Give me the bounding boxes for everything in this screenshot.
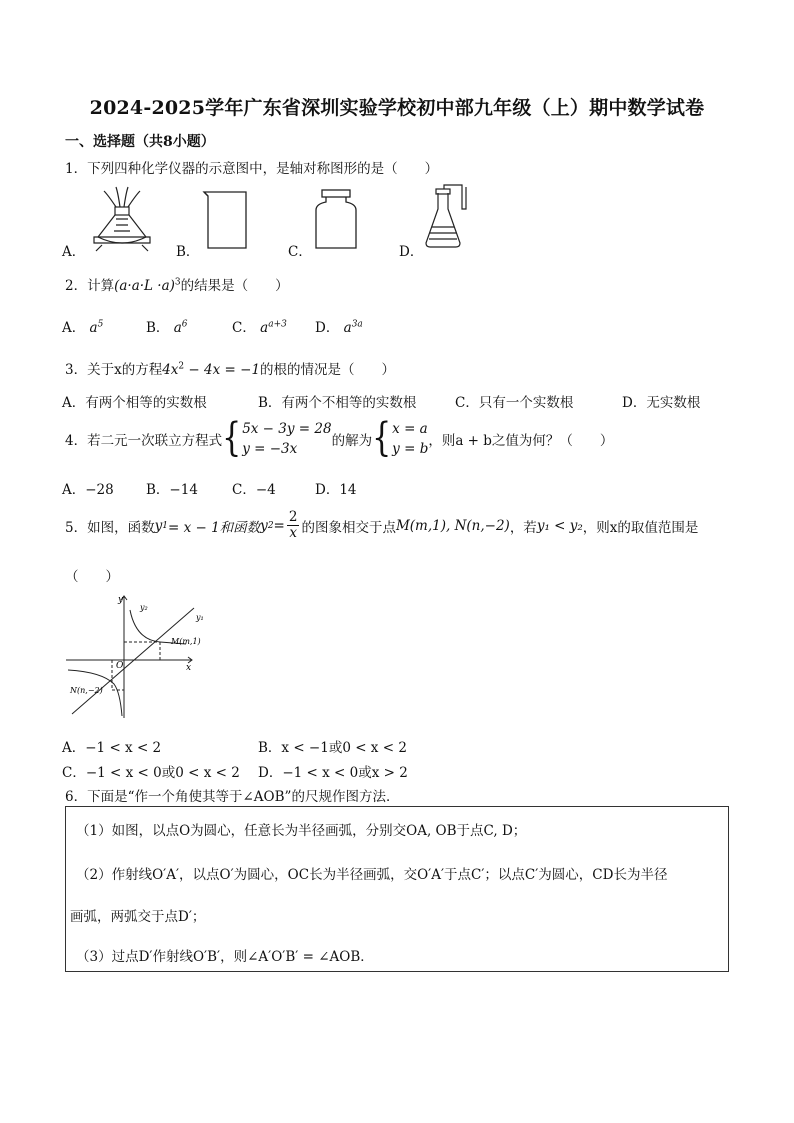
question-3-text — [65, 358, 395, 378]
graph-x-label: x — [186, 663, 192, 673]
q4-sys2-eq1: x = a — [392, 421, 428, 437]
q5-condition: y₁ < y₂ — [536, 517, 583, 534]
q1-option-b-label[interactable]: B． — [176, 244, 200, 260]
graph-y-label: y — [118, 595, 124, 605]
q4-system-2 — [392, 419, 428, 459]
q3-option-a[interactable]: A．有两个相等的实数根 — [62, 395, 207, 411]
q4-prefix: 4．若二元一次联立方程式 — [65, 433, 223, 449]
q4-sys1-eq1: 5x − 3y = 28 — [242, 421, 332, 437]
question-6-text: 6．下面是“作一个角使其等于∠AOB”的尺规作图方法． — [65, 789, 400, 805]
q6-steps-box — [65, 806, 729, 972]
q3-option-c[interactable]: C．只有一个实数根 — [455, 395, 574, 411]
q4-option-b[interactable]: B．−14 — [146, 482, 198, 498]
q2-option-d[interactable] — [315, 316, 363, 336]
q5-option-d[interactable]: D．−1 < x < 0或x > 2 — [258, 765, 408, 781]
q3-eq-exponent: 2 — [178, 361, 185, 372]
q2-option-a[interactable] — [62, 316, 103, 336]
q6-step-3: （3）过点D′作射线O′B′，则∠A′O′B′ = ∠AOB． — [76, 949, 374, 965]
q1-option-d-label[interactable]: D． — [399, 244, 424, 260]
q3-eq-part-a: 4x — [162, 362, 179, 378]
q4-suffix: ，则a + b之值为何？（ ） — [428, 433, 614, 449]
q5-y2-eq: = — [273, 517, 285, 534]
q4-option-d[interactable]: D．14 — [315, 482, 357, 498]
q5-part-4: ，则x的取值范围是 — [582, 519, 699, 536]
question-5-text — [65, 510, 698, 541]
q5-y1-eq: = x − 1和函数 — [167, 519, 261, 536]
q2-option-b-base: a — [173, 320, 182, 336]
q4-sys1-eq2: y = −3x — [242, 441, 298, 457]
q1-option-c-label[interactable]: C． — [288, 244, 312, 260]
q5-y2: y — [260, 517, 268, 534]
q2-option-b-exp: 6 — [181, 319, 188, 330]
graph-y1-label: y₁ — [196, 613, 204, 622]
q2-prefix: 2．计算 — [65, 278, 115, 294]
q5-part-1: 5．如图，函数 — [65, 519, 155, 536]
q3-suffix: 的根的情况是（ ） — [260, 362, 396, 378]
q4-brace-1: { — [222, 415, 242, 462]
q5-paren: （ ） — [65, 569, 119, 585]
q5-part-2: 的图象相交于点 — [301, 519, 396, 536]
q2-option-b-label: B． — [146, 320, 170, 336]
q6-step-1: （1）如图，以点O为圆心，任意长为半径画弧，分别交OA, OB于点C, D； — [76, 823, 527, 839]
q4-sys2-eq2: y = b — [392, 441, 429, 457]
q4-system-1 — [242, 419, 331, 459]
q5-frac-num: 2 — [288, 509, 298, 525]
alcohol-lamp-icon — [88, 185, 158, 253]
q4-mid: 的解为 — [331, 433, 373, 449]
q5-points: M(m,1), N(n,−2) — [395, 517, 510, 534]
conical-flask-icon — [422, 183, 472, 253]
question-1-text: 1．下列四种化学仪器的示意图中，是轴对称图形的是（ ） — [65, 161, 439, 177]
q5-y2-sub: 2 — [267, 520, 274, 531]
graph-origin-label: O — [116, 661, 124, 671]
q2-option-a-exp: 5 — [97, 319, 104, 330]
q6-step-2: （2）作射线O′A′，以点O′为圆心，OC长为半径画弧，交O′A′于点C′；以点C′为圆心，CD长为半径 — [76, 867, 668, 883]
q2-option-c-label: C． — [232, 320, 256, 336]
graph-y2-label: y₂ — [140, 603, 148, 612]
q4-option-a[interactable]: A．−28 — [62, 482, 114, 498]
q3-prefix: 3．关于x的方程 — [65, 362, 163, 378]
q2-option-a-base: a — [89, 320, 98, 336]
q6-step-2-cont: 画弧，两弧交于点D′； — [70, 909, 206, 925]
graph-n-label: N(n,−2) — [70, 686, 103, 695]
q2-option-c-base: a — [260, 320, 269, 336]
q4-brace-2: { — [372, 415, 392, 462]
q5-option-c[interactable]: C．−1 < x < 0或0 < x < 2 — [62, 765, 240, 781]
q2-option-c[interactable] — [232, 316, 287, 336]
page-title: 2024-2025学年广东省深圳实验学校初中部九年级（上）期中数学试卷 — [89, 97, 705, 119]
q5-function-graph — [64, 592, 204, 722]
q5-option-b[interactable]: B．x < −1或0 < x < 2 — [258, 740, 407, 756]
q5-y1: y — [154, 517, 163, 534]
q2-option-b[interactable] — [146, 316, 188, 336]
q5-fraction — [287, 510, 300, 541]
q2-exponent: 3 — [174, 277, 181, 288]
question-2-text — [65, 274, 289, 294]
q4-option-c[interactable]: C．−4 — [232, 482, 276, 498]
beaker-icon — [202, 190, 250, 252]
q5-frac-den: x — [289, 525, 297, 541]
q5-part-3: ，若 — [509, 519, 537, 536]
q3-option-d[interactable]: D．无实数根 — [622, 395, 701, 411]
q2-option-c-exp: a+3 — [268, 319, 287, 330]
q5-y1-sub: 1 — [162, 520, 168, 531]
q2-option-d-base: a — [343, 320, 352, 336]
section-heading: 一、选择题（共8小题） — [65, 134, 215, 150]
q2-expression: (a·a·L ·a) — [114, 278, 175, 294]
q1-option-a-label[interactable]: A． — [62, 244, 86, 260]
q2-option-d-exp: 3a — [351, 319, 363, 330]
q3-eq-part-c: − 4x = −1 — [184, 362, 261, 378]
q2-option-a-label: A． — [62, 320, 86, 336]
question-4-text — [65, 415, 614, 462]
q2-suffix: 的结果是（ ） — [180, 278, 289, 294]
graph-m-label: M(m,1) — [171, 637, 201, 646]
gas-jar-icon — [312, 188, 360, 252]
q5-option-a[interactable]: A．−1 < x < 2 — [62, 740, 162, 756]
q3-option-b[interactable]: B．有两个不相等的实数根 — [258, 395, 417, 411]
q2-option-d-label: D． — [315, 320, 340, 336]
line-y1 — [72, 608, 194, 714]
